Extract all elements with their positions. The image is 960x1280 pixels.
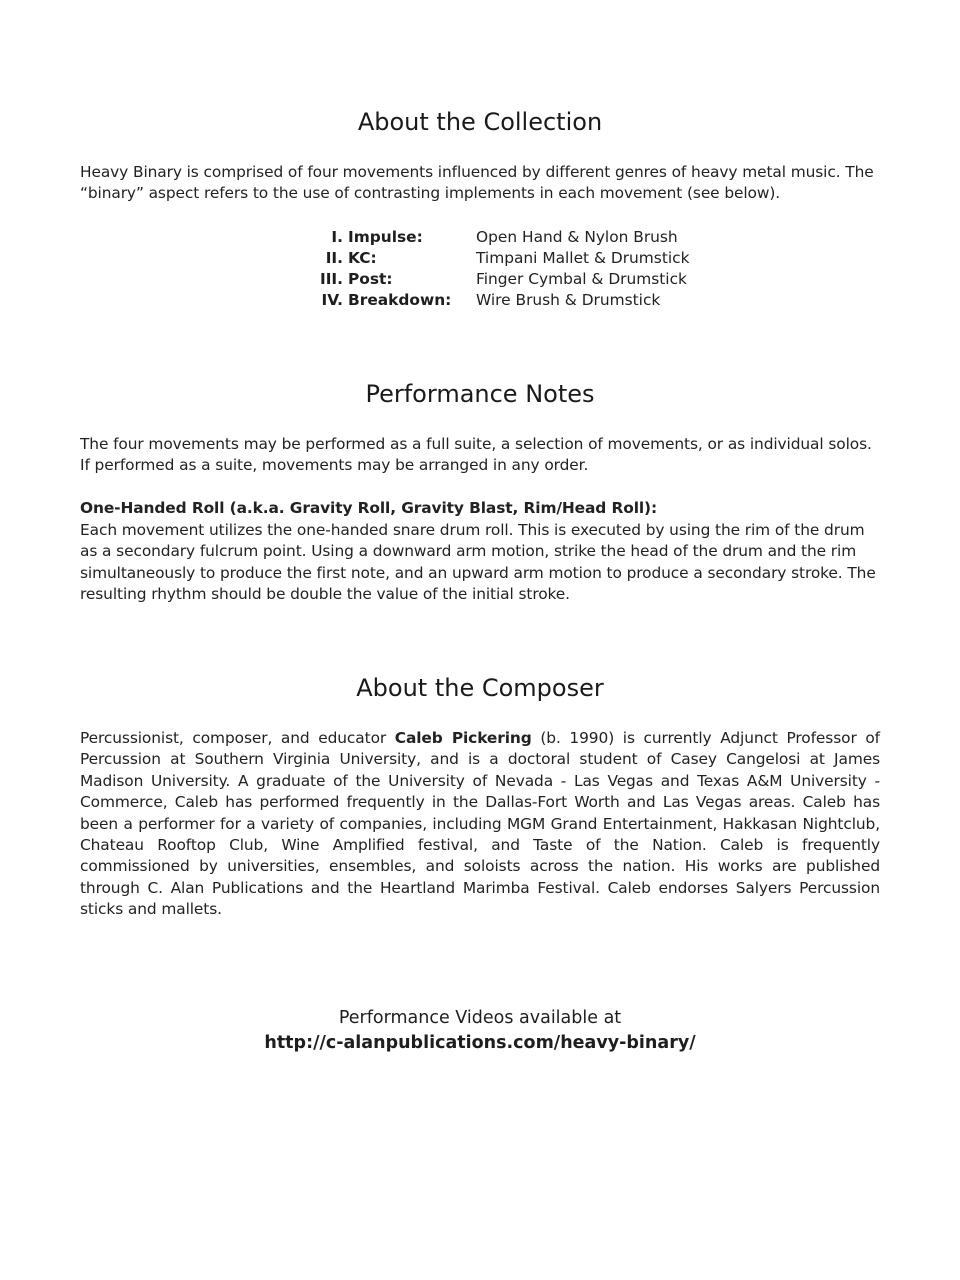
movement-numeral: IV.: [321, 291, 343, 309]
composer-heading: About the Composer: [356, 674, 604, 702]
movement-implements: Open Hand & Nylon Brush: [476, 228, 678, 246]
movement-name: KC:: [348, 249, 377, 267]
movement-row: [80, 290, 880, 311]
composer-bio: [80, 728, 880, 921]
movement-implements: Timpani Mallet & Drumstick: [476, 249, 690, 267]
movement-numeral: II.: [325, 249, 343, 267]
movement-implements: Finger Cymbal & Drumstick: [476, 270, 687, 288]
composer-bio-rest: (b. 1990) is currently Adjunct Professor of Percussion at Southern Virginia University, and is a doctoral student of Casey Cangelosi at James Madison University. A graduate of the University of Nevada - Las Vegas and Texas A&M University - Commerce, Caleb has performed frequently in the Dallas-Fort Worth and Las Vegas areas. Caleb has been a performer for a variety of companies, including MGM Grand Entertainment, Hakkasan Nightclub, Chateau Rooftop Club, Wine Amplified festival, and Taste of the Nation. Caleb is frequently commissioned by universities, ensembles, and soloists across the nation. His works are published through C. Alan Publications and the Heartland Marimba Festival. Caleb endorses Salyers Percussion sticks and mallets.: [80, 729, 880, 919]
movement-implements: Wire Brush & Drumstick: [476, 291, 661, 309]
movement-numeral: I.: [331, 228, 343, 246]
composer-bio-prefix: Percussionist, composer, and educator: [80, 729, 395, 747]
collection-intro: Heavy Binary is comprised of four movements influenced by different genres of heavy metal music. The “binary” aspect refers to the use of contrasting implements in each movement (see below).: [80, 163, 874, 203]
movement-name: Post:: [348, 270, 393, 288]
collection-heading: About the Collection: [357, 108, 603, 136]
movements-list: [80, 227, 880, 317]
composer-name: Caleb Pickering: [394, 729, 532, 747]
roll-text: Each movement utilizes the one-handed snare drum roll. This is executed by using the rim of the drum as a secondary fulcrum point. Using a downward arm motion, strike the head of the drum and the rim simultaneously to produce the first note, and an upward arm motion to produce a secondary stroke. The resulting rhythm should be double the value of the initial stroke.: [80, 521, 876, 604]
document-page: [80, 0, 880, 1280]
movement-name: Breakdown:: [348, 291, 452, 309]
movement-row: [80, 269, 880, 290]
performance-intro: The four movements may be performed as a full suite, a selection of movements, or as individual solos. If performed as a suite, movements may be arranged in any order.: [80, 435, 872, 475]
movement-row: [80, 248, 880, 269]
videos-link[interactable]: http://c-alanpublications.com/heavy-binary/: [264, 1033, 696, 1053]
performance-heading: Performance Notes: [365, 380, 595, 408]
movement-row: [80, 227, 880, 248]
movement-name: Impulse:: [348, 228, 423, 246]
movement-numeral: III.: [319, 270, 343, 288]
roll-title: One-Handed Roll (a.k.a. Gravity Roll, Gravity Blast, Rim/Head Roll):: [80, 499, 658, 517]
videos-label: Performance Videos available at: [338, 1008, 622, 1028]
